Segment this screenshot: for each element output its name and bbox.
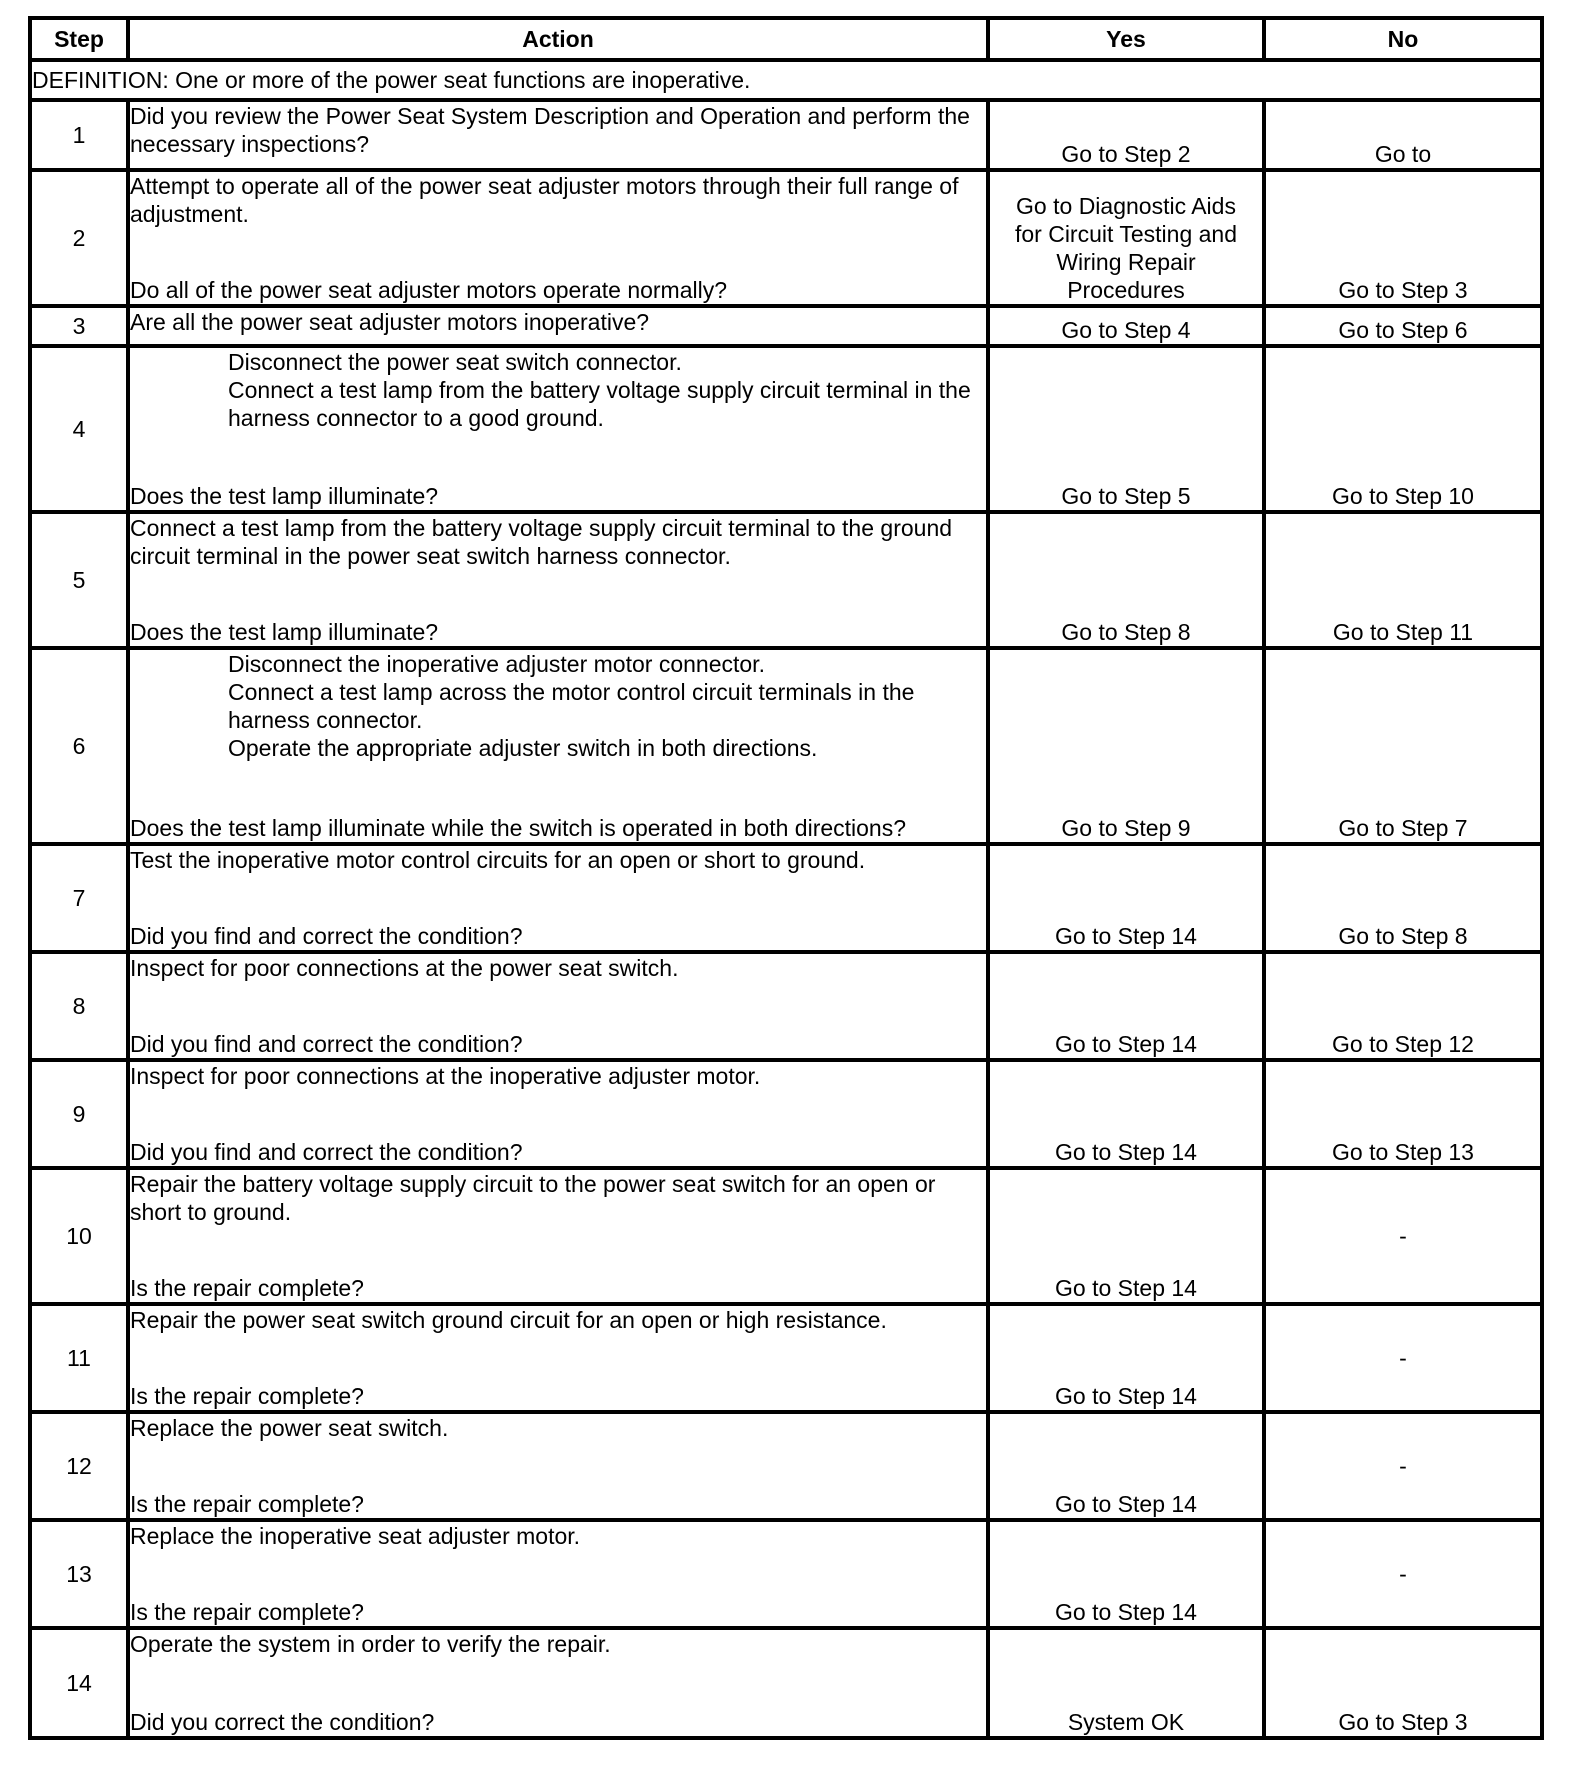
action-question: Is the repair complete? <box>130 1599 364 1625</box>
action-instructions <box>130 172 986 228</box>
yes-result: Go to Step 14 <box>988 1304 1264 1412</box>
action-instructions <box>130 1414 986 1442</box>
instruction-text: Did you review the Power Seat System Description and Operation and perform the necessary inspections? <box>130 103 970 157</box>
action-question: Did you find and correct the condition? <box>130 1139 523 1165</box>
step-number: 9 <box>30 1060 128 1168</box>
instruction-text: Attempt to operate all of the power seat adjuster motors through their full range of adjustment. <box>130 173 959 227</box>
no-result: Go to Step 7 <box>1264 648 1542 844</box>
no-result: Go to Step 3 <box>1264 1628 1542 1738</box>
yes-result: Go to Step 4 <box>988 306 1264 346</box>
table-row <box>30 1628 1542 1738</box>
action-cell <box>128 844 988 952</box>
instruction-text: Replace the power seat switch. <box>130 1415 449 1441</box>
step-number: 4 <box>30 346 128 512</box>
list-item: Disconnect the power seat switch connector. <box>228 349 682 375</box>
instruction-text: Repair the battery voltage supply circuit to the power seat switch for an open or short to ground. <box>130 1171 936 1225</box>
instruction-text: Are all the power seat adjuster motors inoperative? <box>130 309 650 335</box>
no-result: - <box>1264 1412 1542 1520</box>
instruction-list <box>130 650 986 762</box>
action-content <box>130 1062 986 1166</box>
yes-result: Go to Diagnostic Aids for Circuit Testing and Wiring Repair Procedures <box>988 170 1264 306</box>
table-row <box>30 648 1542 844</box>
header-row <box>30 18 1542 60</box>
action-content <box>130 172 986 304</box>
action-content <box>130 1414 986 1518</box>
instruction-text: Replace the inoperative seat adjuster motor. <box>130 1523 581 1549</box>
step-number: 7 <box>30 844 128 952</box>
action-content <box>130 1522 986 1626</box>
action-instructions <box>130 348 986 432</box>
action-content <box>130 514 986 646</box>
action-cell <box>128 1168 988 1304</box>
header-step: Step <box>30 18 128 60</box>
instruction-list <box>130 348 986 432</box>
action-question: Is the repair complete? <box>130 1383 364 1409</box>
header-action: Action <box>128 18 988 60</box>
diagnostic-table <box>28 16 1544 1740</box>
action-cell <box>128 100 988 170</box>
no-result: Go to Step 11 <box>1264 512 1542 648</box>
table-row <box>30 1304 1542 1412</box>
table-row <box>30 952 1542 1060</box>
action-content <box>130 650 986 842</box>
table-row <box>30 1520 1542 1628</box>
list-item: Operate the appropriate adjuster switch in both directions. <box>228 735 818 761</box>
step-number: 1 <box>30 100 128 170</box>
action-question: Did you find and correct the condition? <box>130 923 523 949</box>
action-cell <box>128 1412 988 1520</box>
list-item: Connect a test lamp from the battery voltage supply circuit terminal in the harness connector to a good ground. <box>228 377 971 431</box>
action-question: Is the repair complete? <box>130 1275 364 1301</box>
instruction-text: Connect a test lamp from the battery voltage supply circuit terminal to the ground circuit terminal in the power seat switch harness connector. <box>130 515 953 569</box>
table-row <box>30 306 1542 346</box>
action-question: Does the test lamp illuminate while the switch is operated in both directions? <box>130 815 907 841</box>
yes-result: Go to Step 8 <box>988 512 1264 648</box>
step-number: 8 <box>30 952 128 1060</box>
table-row <box>30 1168 1542 1304</box>
instruction-text: Inspect for poor connections at the power seat switch. <box>130 955 679 981</box>
no-result: - <box>1264 1520 1542 1628</box>
action-content <box>130 1630 986 1736</box>
instruction-text: Inspect for poor connections at the inoperative adjuster motor. <box>130 1063 761 1089</box>
definition-text: DEFINITION: One or more of the power seat functions are inoperative. <box>30 60 1542 100</box>
table-row <box>30 512 1542 648</box>
step-number: 5 <box>30 512 128 648</box>
step-number: 12 <box>30 1412 128 1520</box>
no-result: Go to Step 12 <box>1264 952 1542 1060</box>
instruction-text: Test the inoperative motor control circuits for an open or short to ground. <box>130 847 866 873</box>
no-result: Go to Step 6 <box>1264 306 1542 346</box>
step-number: 11 <box>30 1304 128 1412</box>
action-content <box>130 102 986 168</box>
action-instructions <box>130 954 986 982</box>
action-question: Did you correct the condition? <box>130 1709 435 1735</box>
step-number: 14 <box>30 1628 128 1738</box>
list-item: Disconnect the inoperative adjuster motor connector. <box>228 651 765 677</box>
table-row <box>30 100 1542 170</box>
instruction-text: Operate the system in order to verify the repair. <box>130 1631 611 1657</box>
header-no: No <box>1264 18 1542 60</box>
step-number: 13 <box>30 1520 128 1628</box>
action-cell <box>128 512 988 648</box>
definition-row <box>30 60 1542 100</box>
action-question: Did you find and correct the condition? <box>130 1031 523 1057</box>
no-result: Go to Step 8 <box>1264 844 1542 952</box>
action-cell <box>128 952 988 1060</box>
action-cell <box>128 648 988 844</box>
action-instructions <box>130 1062 986 1090</box>
action-cell <box>128 1060 988 1168</box>
yes-result: System OK <box>988 1628 1264 1738</box>
header-yes: Yes <box>988 18 1264 60</box>
table-row <box>30 844 1542 952</box>
action-cell <box>128 1628 988 1738</box>
yes-result: Go to Step 14 <box>988 1520 1264 1628</box>
yes-result: Go to Step 14 <box>988 1060 1264 1168</box>
action-cell <box>128 1304 988 1412</box>
action-cell <box>128 346 988 512</box>
yes-result: Go to Step 2 <box>988 100 1264 170</box>
action-instructions <box>130 846 986 874</box>
no-result: Go to Step 10 <box>1264 346 1542 512</box>
action-question: Do all of the power seat adjuster motors operate normally? <box>130 277 728 303</box>
action-instructions <box>130 1522 986 1550</box>
action-content <box>130 1306 986 1410</box>
no-result: Go to <box>1264 100 1542 170</box>
action-instructions <box>130 1306 986 1334</box>
action-cell <box>128 1520 988 1628</box>
action-instructions <box>130 514 986 570</box>
action-content <box>130 954 986 1058</box>
step-number: 10 <box>30 1168 128 1304</box>
action-instructions <box>130 102 986 158</box>
table-row <box>30 170 1542 306</box>
step-number: 6 <box>30 648 128 844</box>
action-cell <box>128 170 988 306</box>
action-instructions <box>130 308 986 336</box>
action-question: Does the test lamp illuminate? <box>130 619 439 645</box>
table-row <box>30 1060 1542 1168</box>
yes-result: Go to Step 14 <box>988 952 1264 1060</box>
yes-result: Go to Step 14 <box>988 1168 1264 1304</box>
no-result: - <box>1264 1168 1542 1304</box>
action-content <box>130 348 986 510</box>
action-content <box>130 308 986 344</box>
table-row <box>30 1412 1542 1520</box>
list-item: Connect a test lamp across the motor control circuit terminals in the harness connector. <box>228 679 915 733</box>
no-result: Go to Step 13 <box>1264 1060 1542 1168</box>
action-content <box>130 846 986 950</box>
step-number: 3 <box>30 306 128 346</box>
yes-result: Go to Step 5 <box>988 346 1264 512</box>
action-content <box>130 1170 986 1302</box>
action-question: Is the repair complete? <box>130 1491 364 1517</box>
yes-result: Go to Step 14 <box>988 1412 1264 1520</box>
action-cell <box>128 306 988 346</box>
instruction-text: Repair the power seat switch ground circuit for an open or high resistance. <box>130 1307 887 1333</box>
table-row <box>30 346 1542 512</box>
yes-result: Go to Step 9 <box>988 648 1264 844</box>
yes-result: Go to Step 14 <box>988 844 1264 952</box>
action-instructions <box>130 1630 986 1658</box>
action-instructions <box>130 650 986 762</box>
action-question: Does the test lamp illuminate? <box>130 483 439 509</box>
step-number: 2 <box>30 170 128 306</box>
no-result: - <box>1264 1304 1542 1412</box>
action-instructions <box>130 1170 986 1226</box>
no-result: Go to Step 3 <box>1264 170 1542 306</box>
